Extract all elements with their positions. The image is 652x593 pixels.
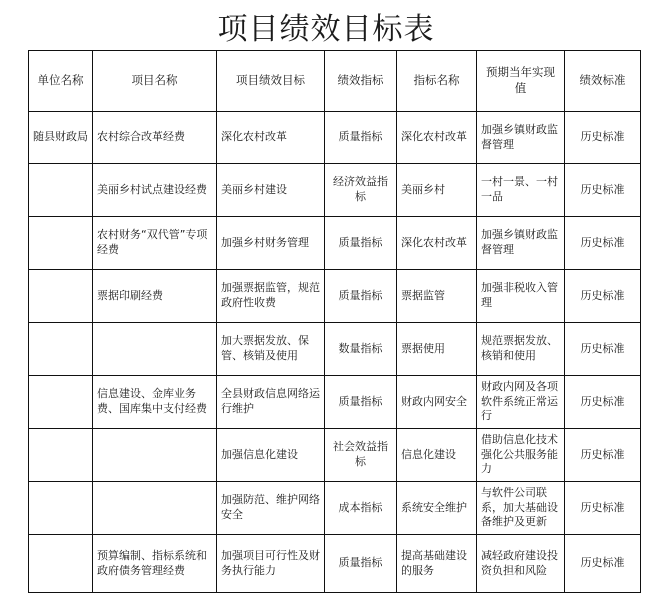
project-name-cell: 农村综合改革经费 xyxy=(93,112,217,164)
standard-cell: 历史标准 xyxy=(565,112,641,164)
header-cell: 指标名称 xyxy=(397,51,477,112)
expected-value-cell: 加强乡镇财政监督管理 xyxy=(477,112,565,164)
project-name-cell: 信息建设、金库业务费、国库集中支付经费 xyxy=(93,376,217,429)
performance-goal-cell: 全县财政信息网络运行维护 xyxy=(217,376,325,429)
expected-value-cell: 与软件公司联系，加大基础设备维护及更新 xyxy=(477,482,565,535)
table-row xyxy=(29,429,641,482)
table-row xyxy=(29,270,641,323)
header-row xyxy=(29,51,641,112)
page-title: 项目绩效目标表 xyxy=(217,12,435,47)
performance-goal-cell: 加强乡村财务管理 xyxy=(217,217,325,270)
indicator-name-cell: 深化农村改革 xyxy=(397,217,477,270)
header-cell: 单位名称 xyxy=(29,51,93,112)
table-row xyxy=(29,217,641,270)
table-row xyxy=(29,376,641,429)
indicator-type-cell: 质量指标 xyxy=(325,112,397,164)
performance-goal-cell: 加强信息化建设 xyxy=(217,429,325,482)
project-name-cell: 预算编制、指标系统和政府债务管理经费 xyxy=(93,535,217,593)
expected-value-cell: 一村一景、一村一品 xyxy=(477,164,565,217)
project-name-cell: 美丽乡村试点建设经费 xyxy=(93,164,217,217)
unit-name-cell xyxy=(29,270,93,323)
expected-value-cell: 财政内网及各项软件系统正常运行 xyxy=(477,376,565,429)
project-name-cell xyxy=(93,482,217,535)
standard-cell: 历史标准 xyxy=(565,429,641,482)
standard-cell: 历史标准 xyxy=(565,535,641,593)
standard-cell: 历史标准 xyxy=(565,270,641,323)
unit-name-cell xyxy=(29,323,93,376)
indicator-type-cell: 质量指标 xyxy=(325,376,397,429)
indicator-type-cell: 质量指标 xyxy=(325,270,397,323)
expected-value-cell: 加强乡镇财政监督管理 xyxy=(477,217,565,270)
indicator-name-cell: 票据监管 xyxy=(397,270,477,323)
expected-value-cell: 规范票据发放、核销和使用 xyxy=(477,323,565,376)
indicator-name-cell: 提高基础建设的服务 xyxy=(397,535,477,593)
indicator-type-cell: 质量指标 xyxy=(325,217,397,270)
unit-name-cell xyxy=(29,429,93,482)
performance-table xyxy=(28,50,641,593)
table-row xyxy=(29,164,641,217)
project-name-cell xyxy=(93,429,217,482)
standard-cell: 历史标准 xyxy=(565,217,641,270)
performance-goal-cell: 美丽乡村建设 xyxy=(217,164,325,217)
performance-goal-cell: 加强票据监管，规范政府性收费 xyxy=(217,270,325,323)
standard-cell: 历史标准 xyxy=(565,482,641,535)
unit-name-cell xyxy=(29,217,93,270)
header-cell: 项目绩效目标 xyxy=(217,51,325,112)
indicator-type-cell: 数量指标 xyxy=(325,323,397,376)
table-row xyxy=(29,535,641,593)
project-name-cell: 农村财务“双代管”专项经费 xyxy=(93,217,217,270)
header-cell: 项目名称 xyxy=(93,51,217,112)
indicator-name-cell: 美丽乡村 xyxy=(397,164,477,217)
header-cell: 绩效标准 xyxy=(565,51,641,112)
indicator-name-cell: 系统安全维护 xyxy=(397,482,477,535)
indicator-type-cell: 社会效益指标 xyxy=(325,429,397,482)
unit-name-cell xyxy=(29,164,93,217)
header-cell: 预期当年实现值 xyxy=(477,51,565,112)
project-name-cell xyxy=(93,323,217,376)
expected-value-cell: 加强非税收入管理 xyxy=(477,270,565,323)
expected-value-cell: 减轻政府建设投资负担和风险 xyxy=(477,535,565,593)
table-row xyxy=(29,482,641,535)
standard-cell: 历史标准 xyxy=(565,164,641,217)
table-row xyxy=(29,323,641,376)
standard-cell: 历史标准 xyxy=(565,323,641,376)
indicator-type-cell: 成本指标 xyxy=(325,482,397,535)
performance-goal-cell: 加强防范、维护网络安全 xyxy=(217,482,325,535)
indicator-name-cell: 深化农村改革 xyxy=(397,112,477,164)
performance-goal-cell: 深化农村改革 xyxy=(217,112,325,164)
performance-goal-cell: 加强项目可行性及财务执行能力 xyxy=(217,535,325,593)
unit-name-cell xyxy=(29,535,93,593)
unit-name-cell xyxy=(29,482,93,535)
performance-goal-cell: 加大票据发放、保管、核销及使用 xyxy=(217,323,325,376)
table-row xyxy=(29,112,641,164)
header-cell: 绩效指标 xyxy=(325,51,397,112)
project-name-cell: 票据印刷经费 xyxy=(93,270,217,323)
indicator-name-cell: 信息化建设 xyxy=(397,429,477,482)
unit-name-cell: 随县财政局 xyxy=(29,112,93,164)
indicator-type-cell: 经济效益指标 xyxy=(325,164,397,217)
standard-cell: 历史标准 xyxy=(565,376,641,429)
unit-name-cell xyxy=(29,376,93,429)
indicator-name-cell: 财政内网安全 xyxy=(397,376,477,429)
indicator-name-cell: 票据使用 xyxy=(397,323,477,376)
indicator-type-cell: 质量指标 xyxy=(325,535,397,593)
expected-value-cell: 借助信息化技术强化公共服务能力 xyxy=(477,429,565,482)
